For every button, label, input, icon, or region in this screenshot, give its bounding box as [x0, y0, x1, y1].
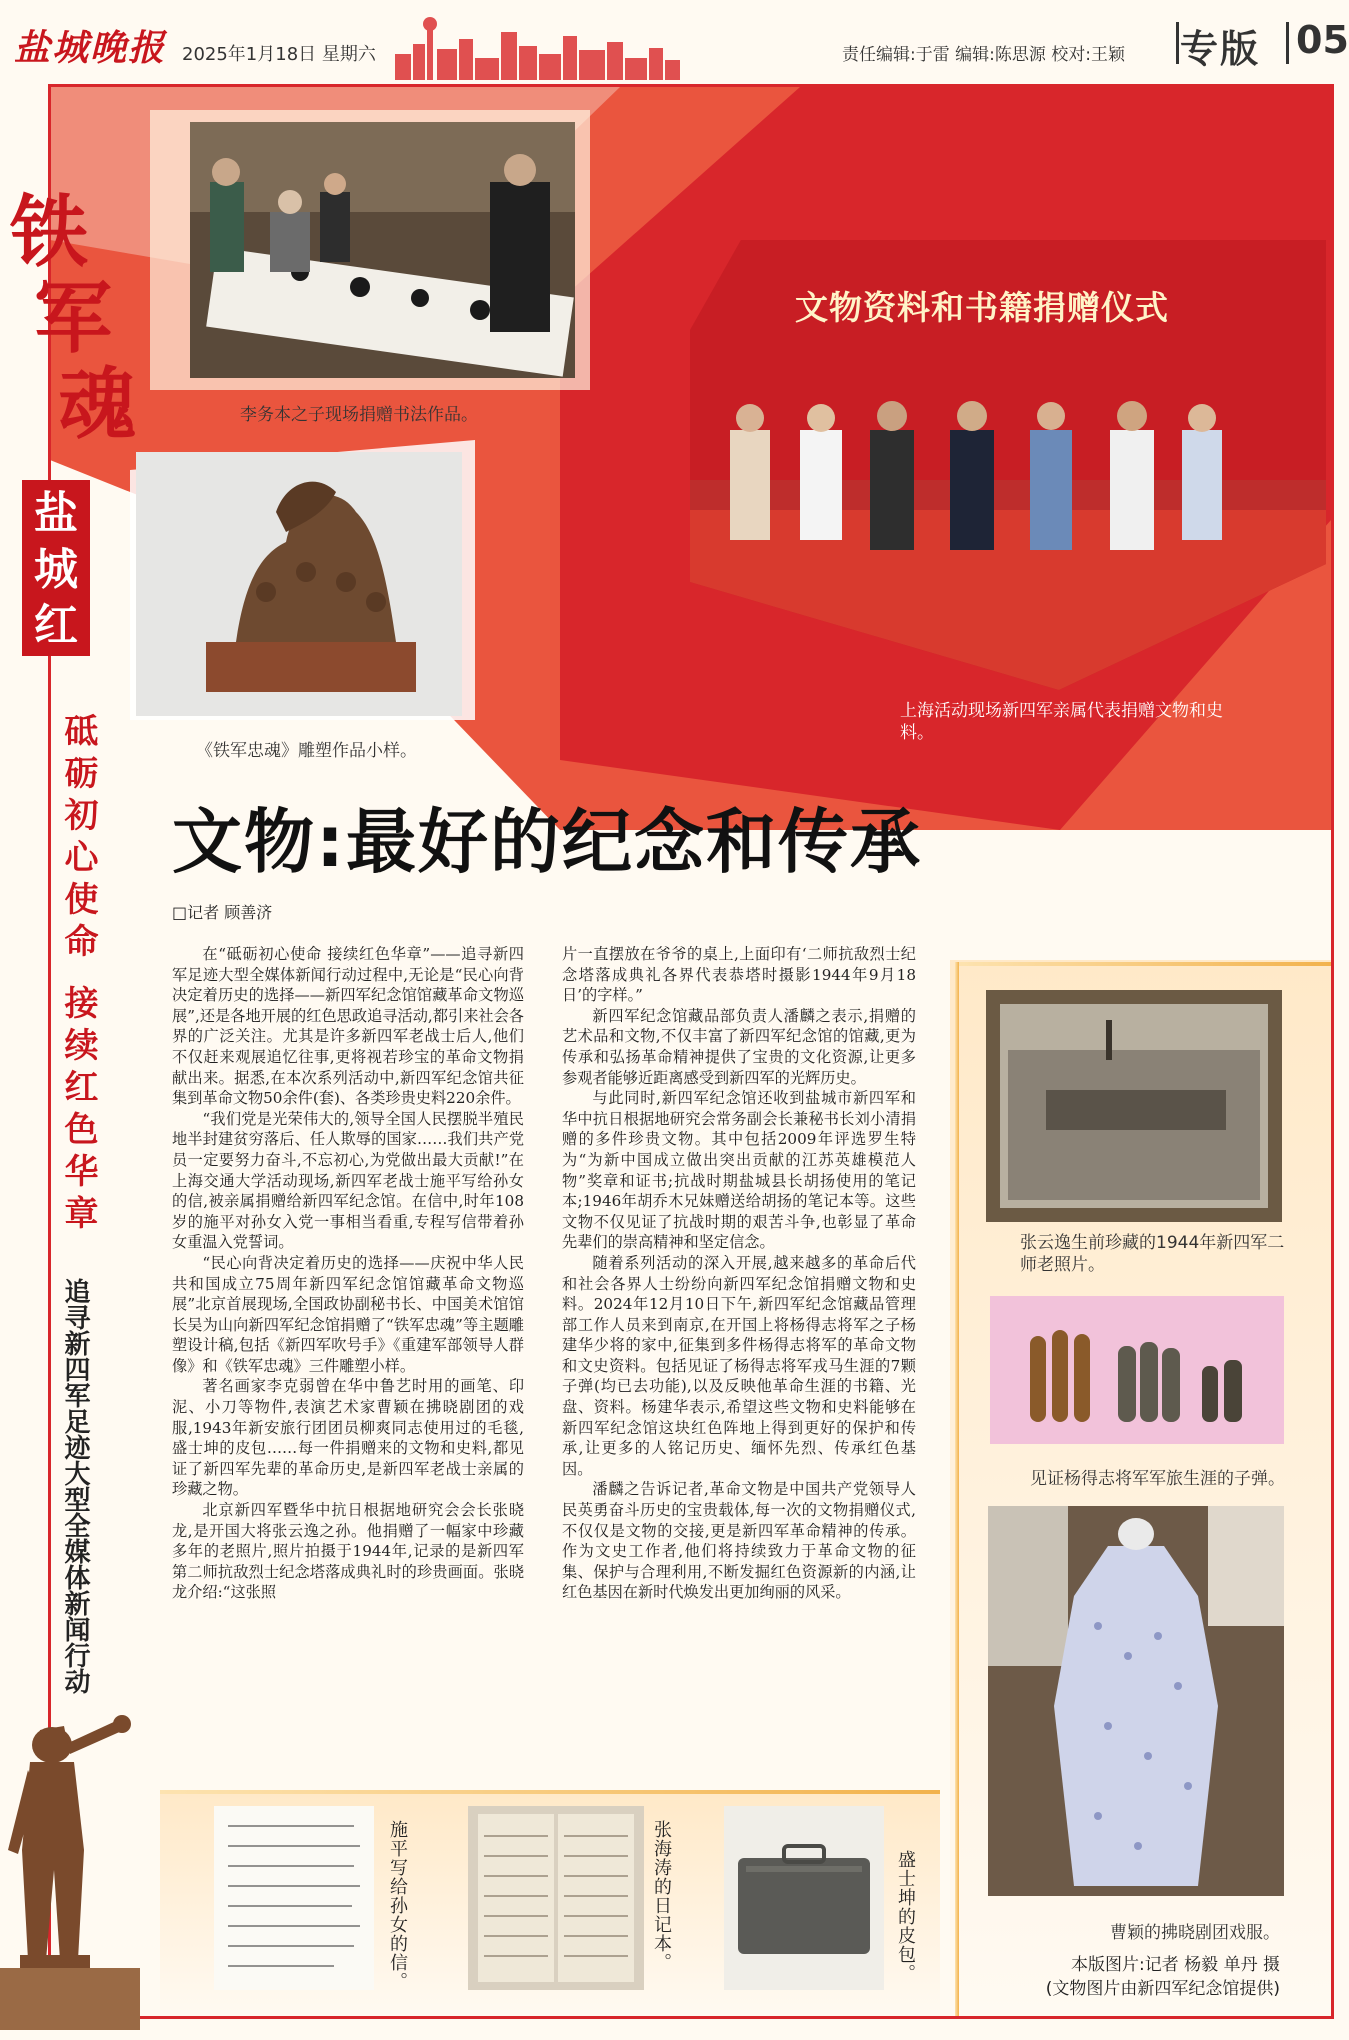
- series-tag-text: 盐城红: [34, 488, 78, 651]
- diary-photo: [468, 1806, 644, 1990]
- dress-photo: [988, 1506, 1284, 1896]
- paragraph: 片一直摆放在爷爷的桌上,上面印有‘二师抗敌烈士纪念塔落成典礼各界代表恭塔时摄影1944年9月18日’的字样。”: [562, 945, 916, 1005]
- issue-date: 2025年1月18日 星期六: [182, 44, 376, 65]
- paragraph: 著名画家李克弱曾在华中鲁艺时用的画笔、印泥、小刀等物件,表演艺术家曹颖在拂晓剧团的戏服,1943年新安旅行团团员柳爽同志使用过的毛毯,盛士坤的皮包……每一件捐赠来的文物和史料,都见证了新四军先辈的革命历史,是新四军老战士亲属的珍藏之物。: [172, 1377, 524, 1499]
- photo-credit-source: (文物图片由新四军纪念馆提供): [1045, 1979, 1280, 1999]
- calligraphy-photo: [190, 122, 575, 378]
- article-column-1: [172, 944, 524, 1603]
- page-number: 05: [1296, 18, 1349, 62]
- sculpture-photo: [136, 452, 462, 716]
- series-title-char: 铁: [10, 187, 89, 278]
- series-tag: [22, 480, 90, 656]
- bullets-caption: 见证杨得志将军军旅生涯的子弹。: [1030, 1469, 1285, 1489]
- section-divider: [1176, 22, 1179, 64]
- paragraph: 在“砥砺初心使命 接续红色华章”——追寻新四军足迹大型全媒体新闻行动过程中,无论是“民心向背决定着历史的选择——新四军纪念馆馆藏革命文物巡展”,还是各地开展的红色思政追寻活动,都引来社会各界的广泛关注。尤其是许多新四军老战士后人,他们不仅赶来观展追忆往事,更将视若珍宝的革命文物捐献出来。据悉,在本次系列活动中,新四军纪念馆共征集到革命文物50余件(套)、各类珍贵史料220余件。: [172, 945, 524, 1108]
- sculpture-caption: 《铁军忠魂》雕塑作品小样。: [196, 741, 417, 761]
- bullets-photo: [990, 1296, 1284, 1444]
- old-photo: [986, 990, 1282, 1222]
- city-skyline-logo: [395, 14, 680, 80]
- article-headline: 文物:最好的纪念和传承: [172, 801, 922, 883]
- letter-caption: 施平写给孙女的信。: [387, 1820, 408, 1991]
- series-subtitle: 追寻新四军足迹大型全媒体新闻行动: [60, 1278, 90, 1694]
- paragraph: 与此同时,新四军纪念馆还收到盐城市新四军和华中抗日根据地研究会常务副会长兼秘书长刘小清捐赠的多件珍贵文物。其中包括2009年评选罗生特为“为新中国成立做出突出贡献的江苏英雄模范人物”奖章和证书;抗战时期盐城县长胡扬使用的笔记本;1946年胡乔木兄妹赠送给胡扬的笔记本等。这些文物不仅见证了抗战时期的艰苦斗争,也彰显了革命先辈们的崇高精神和坚定信念。: [562, 1089, 916, 1252]
- series-title-char: 军: [34, 273, 113, 364]
- section-label: 专版: [1180, 27, 1261, 71]
- diary-caption: 张海涛的日记本。: [651, 1820, 672, 1972]
- series-title: [10, 187, 150, 450]
- paragraph: 新四军纪念馆藏品部负责人潘麟之表示,捐赠的艺术品和文物,不仅丰富了新四军纪念馆的馆藏,更为传承和弘扬革命精神提供了宝贵的文化资源,让更多参观者能够近距离感受到新四军的光辉历史。: [562, 1006, 916, 1087]
- calligraphy-caption: 李务本之子现场捐赠书法作品。: [240, 405, 478, 425]
- bag-photo: [724, 1806, 884, 1990]
- bag-caption: 盛士坤的皮包。: [895, 1850, 916, 1983]
- article-byline: □记者 顾善济: [172, 903, 273, 922]
- series-title-char: 魂: [58, 359, 137, 450]
- paragraph: 潘麟之告诉记者,革命文物是中国共产党领导人民英勇奋斗历史的宝贵载体,每一次的文物捐赠仪式,不仅仅是文物的交接,更是新四军革命精神的传承。作为文史工作者,他们将持续致力于革命文物的征集、保护与合理利用,不断发掘红色资源新的内涵,让红色基因在新时代焕发出更加绚丽的风采。: [562, 1480, 916, 1602]
- ceremony-caption: 上海活动现场新四军亲属代表捐赠文物和史料。: [900, 701, 1223, 743]
- editors-line: 责任编辑:于雷 编辑:陈思源 校对:王颖: [842, 45, 1125, 65]
- dress-caption: 曹颖的拂晓剧团戏服。: [1110, 1923, 1280, 1943]
- paragraph: “民心向背决定着历史的选择——庆祝中华人民共和国成立75周年新四军纪念馆馆藏革命文物巡展”北京首展现场,全国政协副秘书长、中国美术馆馆长吴为山向新四军纪念馆捐赠了“铁军忠魂”等主题雕塑设计稿,包括《新四军吹号手》《重建军部领导人群像》和《铁军忠魂》三件雕塑小样。: [172, 1253, 524, 1375]
- paragraph: “我们党是光荣伟大的,领导全国人民摆脱半殖民地半封建贫穷落后、任人欺辱的国家……我们共产党员一定要努力奋斗,不忘初心,为党做出最大贡献!”在上海交通大学活动现场,新四军老战士施平写给孙女的信,被亲属捐赠给新四军纪念馆。在信中,时年108岁的施平对孙女入党一事相当看重,专程写信带着孙女重温入党誓词。: [172, 1109, 524, 1252]
- section-divider: [1286, 22, 1289, 64]
- photo-credit: 本版图片:记者 杨毅 单丹 摄: [1071, 1955, 1280, 1975]
- paragraph: 北京新四军暨华中抗日根据地研究会会长张晓龙,是开国大将张云逸之孙。他捐赠了一幅家中珍藏多年的老照片,照片拍摄于1944年,记录的是新四军第二师抗敌烈士纪念塔落成典礼时的珍贵画面。张晓龙介绍:“这张照: [172, 1501, 524, 1602]
- old-photo-caption: 张云逸生前珍藏的1944年新四军二师老照片。: [1020, 1233, 1285, 1275]
- bugler-statue-icon: [0, 1700, 140, 2030]
- ceremony-banner: 文物资料和书籍捐赠仪式: [795, 288, 1169, 327]
- article-column-2: [562, 944, 916, 1603]
- letter-photo: [214, 1806, 374, 1990]
- paragraph: 随着系列活动的深入开展,越来越多的革命后代和社会各界人士纷纷向新四军纪念馆捐赠文物和史料。2024年12月10日下午,新四军纪念馆藏品管理部工作人员来到南京,在开国上将杨得志将军之子杨建华少将的家中,征集到多件杨得志将军的革命文物和文史资料。包括见证了杨得志将军戎马生涯的7颗子弹(均已去功能),以及反映他革命生涯的书籍、光盘、资料。杨建华表示,希望这些文物和史料能够在新四军纪念馆这块红色阵地上得到更好的保护和传承,让更多的人铭记历史、缅怀先烈、传承红色基因。: [562, 1253, 916, 1478]
- masthead-logo: 盐城晚报: [14, 27, 167, 69]
- series-slogan: 砥砺初心使命 接续红色华章: [58, 713, 98, 1237]
